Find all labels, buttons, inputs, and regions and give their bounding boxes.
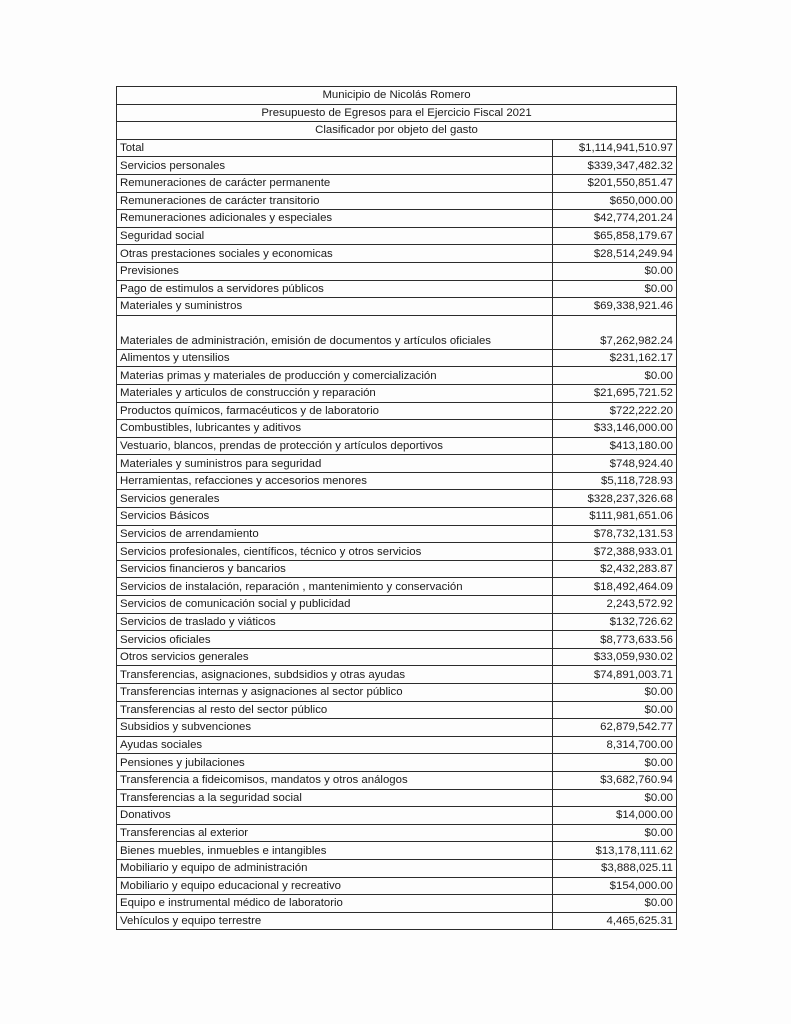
row-amount: $0.00 — [553, 367, 677, 385]
row-label: Previsiones — [117, 262, 553, 280]
row-amount: $69,338,921.46 — [553, 298, 677, 316]
row-amount: $0.00 — [553, 280, 677, 298]
table-row — [117, 842, 677, 860]
table-row — [117, 245, 677, 263]
row-amount: $74,891,003.71 — [553, 666, 677, 684]
table-row — [117, 315, 677, 349]
row-amount: 2,243,572.92 — [553, 596, 677, 614]
row-label: Servicios de instalación, reparación , mantenimiento y conservación — [117, 578, 553, 596]
table-row — [117, 139, 677, 157]
table-row — [117, 402, 677, 420]
row-amount: $1,114,941,510.97 — [553, 139, 677, 157]
table-row — [117, 367, 677, 385]
table-row — [117, 912, 677, 930]
row-amount: $13,178,111.62 — [553, 842, 677, 860]
budget-table — [116, 86, 677, 930]
row-label: Total — [117, 139, 553, 157]
table-row — [117, 807, 677, 825]
table-row — [117, 490, 677, 508]
row-amount: $111,981,651.06 — [553, 508, 677, 526]
row-label: Mobiliario y equipo educacional y recreativo — [117, 877, 553, 895]
row-label: Vestuario, blancos, prendas de protección y artículos deportivos — [117, 437, 553, 455]
table-row — [117, 719, 677, 737]
row-amount: $722,222.20 — [553, 402, 677, 420]
table-subtitle: Presupuesto de Egresos para el Ejercicio Fiscal 2021 — [117, 104, 677, 122]
table-row — [117, 455, 677, 473]
row-label: Donativos — [117, 807, 553, 825]
row-amount: $0.00 — [553, 895, 677, 913]
table-row — [117, 262, 677, 280]
row-amount: $21,695,721.52 — [553, 384, 677, 402]
table-row — [117, 771, 677, 789]
table-row — [117, 174, 677, 192]
row-label: Servicios generales — [117, 490, 553, 508]
row-amount: $78,732,131.53 — [553, 525, 677, 543]
row-amount: $328,237,326.68 — [553, 490, 677, 508]
table-row — [117, 859, 677, 877]
row-amount: 8,314,700.00 — [553, 736, 677, 754]
row-amount: $132,726.62 — [553, 613, 677, 631]
row-label: Servicios financieros y bancarios — [117, 560, 553, 578]
row-label: Materias primas y materiales de producción y comercialización — [117, 367, 553, 385]
table-row — [117, 701, 677, 719]
row-amount: $33,059,930.02 — [553, 648, 677, 666]
table-row — [117, 420, 677, 438]
row-amount: $0.00 — [553, 824, 677, 842]
table-row — [117, 157, 677, 175]
row-label: Subsidios y subvenciones — [117, 719, 553, 737]
row-amount: 62,879,542.77 — [553, 719, 677, 737]
row-amount: $0.00 — [553, 789, 677, 807]
row-amount: $339,347,482.32 — [553, 157, 677, 175]
row-amount: $0.00 — [553, 684, 677, 702]
row-amount: $231,162.17 — [553, 349, 677, 367]
row-label: Pensiones y jubilaciones — [117, 754, 553, 772]
row-label: Alimentos y utensilios — [117, 349, 553, 367]
row-label: Materiales de administración, emisión de documentos y artículos oficiales — [117, 315, 553, 349]
table-row — [117, 437, 677, 455]
row-amount: $154,000.00 — [553, 877, 677, 895]
row-amount: $18,492,464.09 — [553, 578, 677, 596]
row-label: Equipo e instrumental médico de laboratorio — [117, 895, 553, 913]
row-amount: $7,262,982.24 — [553, 315, 677, 349]
table-title: Municipio de Nicolás Romero — [117, 87, 677, 105]
row-label: Servicios de comunicación social y publicidad — [117, 596, 553, 614]
table-row — [117, 349, 677, 367]
row-amount: $3,682,760.94 — [553, 771, 677, 789]
table-row — [117, 227, 677, 245]
table-row — [117, 877, 677, 895]
row-label: Mobiliario y equipo de administración — [117, 859, 553, 877]
row-amount: $650,000.00 — [553, 192, 677, 210]
row-amount: $33,146,000.00 — [553, 420, 677, 438]
row-amount: $748,924.40 — [553, 455, 677, 473]
row-amount: $201,550,851.47 — [553, 174, 677, 192]
row-label: Vehículos y equipo terrestre — [117, 912, 553, 930]
row-label: Otros servicios generales — [117, 648, 553, 666]
row-label: Bienes muebles, inmuebles e intangibles — [117, 842, 553, 860]
header-row — [117, 87, 677, 105]
table-row — [117, 754, 677, 772]
table-row — [117, 298, 677, 316]
row-amount: $28,514,249.94 — [553, 245, 677, 263]
row-label: Seguridad social — [117, 227, 553, 245]
row-amount: $413,180.00 — [553, 437, 677, 455]
row-label: Materiales y articulos de construcción y reparación — [117, 384, 553, 402]
row-label: Servicios oficiales — [117, 631, 553, 649]
row-label: Servicios profesionales, científicos, técnico y otros servicios — [117, 543, 553, 561]
row-label: Pago de estimulos a servidores públicos — [117, 280, 553, 298]
table-row — [117, 280, 677, 298]
table-row — [117, 736, 677, 754]
row-label: Otras prestaciones sociales y economicas — [117, 245, 553, 263]
row-label: Combustibles, lubricantes y aditivos — [117, 420, 553, 438]
row-amount: $72,388,933.01 — [553, 543, 677, 561]
row-label: Servicios Básicos — [117, 508, 553, 526]
row-label: Remuneraciones de carácter permanente — [117, 174, 553, 192]
row-label: Productos químicos, farmacéuticos y de laboratorio — [117, 402, 553, 420]
row-label: Transferencias a la seguridad social — [117, 789, 553, 807]
row-label: Remuneraciones de carácter transitorio — [117, 192, 553, 210]
table-row — [117, 384, 677, 402]
row-amount: $42,774,201.24 — [553, 210, 677, 228]
table-row — [117, 543, 677, 561]
table-row — [117, 210, 677, 228]
table-row — [117, 525, 677, 543]
table-row — [117, 824, 677, 842]
row-amount: $0.00 — [553, 754, 677, 772]
table-row — [117, 684, 677, 702]
row-amount: $3,888,025.11 — [553, 859, 677, 877]
row-label: Herramientas, refacciones y accesorios menores — [117, 472, 553, 490]
table-row — [117, 508, 677, 526]
row-amount: $0.00 — [553, 262, 677, 280]
row-amount: $0.00 — [553, 701, 677, 719]
table-row — [117, 789, 677, 807]
row-label: Transferencia a fideicomisos, mandatos y otros análogos — [117, 771, 553, 789]
row-label: Servicios personales — [117, 157, 553, 175]
row-amount: $8,773,633.56 — [553, 631, 677, 649]
table-row — [117, 666, 677, 684]
table-row — [117, 472, 677, 490]
table-row — [117, 192, 677, 210]
table-classifier: Clasificador por objeto del gasto — [117, 122, 677, 140]
row-label: Transferencias al resto del sector público — [117, 701, 553, 719]
row-label: Materiales y suministros para seguridad — [117, 455, 553, 473]
row-amount: $14,000.00 — [553, 807, 677, 825]
table-row — [117, 613, 677, 631]
table-row — [117, 596, 677, 614]
row-label: Ayudas sociales — [117, 736, 553, 754]
row-amount: 4,465,625.31 — [553, 912, 677, 930]
row-label: Servicios de arrendamiento — [117, 525, 553, 543]
header-row — [117, 122, 677, 140]
row-label: Servicios de traslado y viáticos — [117, 613, 553, 631]
table-row — [117, 895, 677, 913]
row-amount: $65,858,179.67 — [553, 227, 677, 245]
table-row — [117, 578, 677, 596]
table-row — [117, 648, 677, 666]
row-label: Transferencias internas y asignaciones al sector público — [117, 684, 553, 702]
table-row — [117, 560, 677, 578]
row-label: Transferencias al exterior — [117, 824, 553, 842]
row-label: Materiales y suministros — [117, 298, 553, 316]
header-row — [117, 104, 677, 122]
table-row — [117, 631, 677, 649]
row-amount: $2,432,283.87 — [553, 560, 677, 578]
row-label: Remuneraciones adicionales y especiales — [117, 210, 553, 228]
row-amount: $5,118,728.93 — [553, 472, 677, 490]
row-label: Transferencias, asignaciones, subdsidios y otras ayudas — [117, 666, 553, 684]
